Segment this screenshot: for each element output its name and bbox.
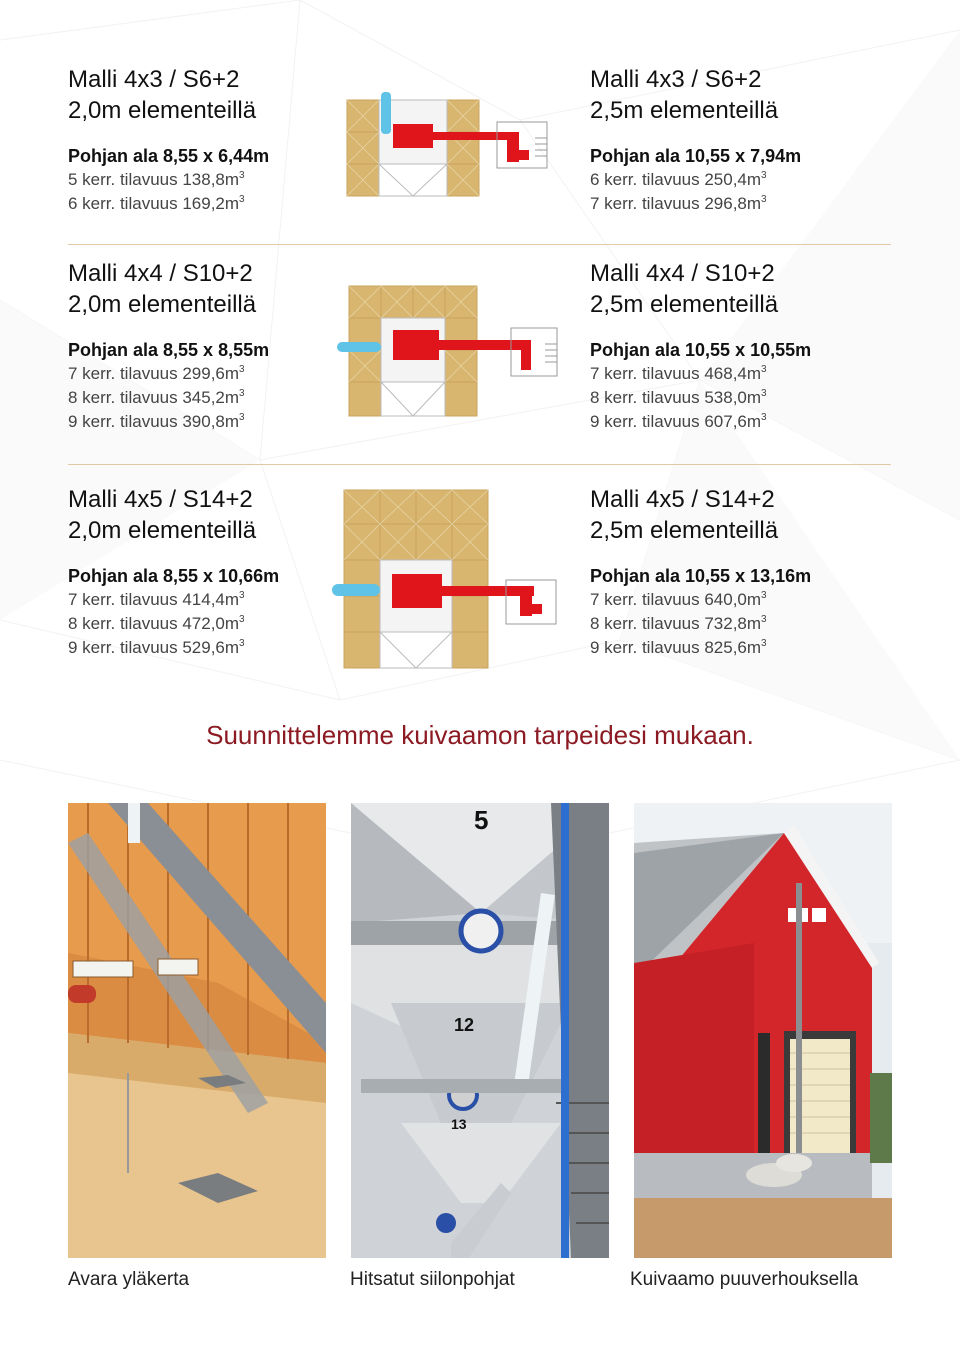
model-volume: 7 kerr. tilavuus $299,6m^3$ (68, 364, 245, 383)
model-title: Malli 4x3 / S6+2 (68, 66, 240, 93)
model-volume: 6 kerr. tilavuus $250,4m^3$ (590, 170, 767, 189)
model-4x3-2-5m (590, 64, 890, 216)
floor-plan-4x5 (330, 488, 560, 672)
model-4x5-2-5m (590, 484, 890, 660)
model-volume: 8 kerr. tilavuus $472,0m^3$ (68, 614, 245, 633)
model-volume: 7 kerr. tilavuus $640,0m^3$ (590, 590, 767, 609)
model-4x4-2-5m (590, 258, 890, 434)
model-volume: 9 kerr. tilavuus $607,6m^3$ (590, 412, 767, 431)
model-subtitle: 2,5m elementeillä (590, 517, 779, 544)
attic-photo (68, 803, 326, 1258)
model-volume: 9 kerr. tilavuus $390,8m^3$ (68, 412, 245, 431)
model-volume: 7 kerr. tilavuus $414,4m^3$ (68, 590, 245, 609)
floor-plan-4x3 (335, 88, 560, 208)
model-title: Malli 4x3 / S6+2 (590, 66, 762, 93)
model-subtitle: 2,0m elementeillä (68, 97, 257, 124)
model-volume: 5 kerr. tilavuus $138,8m^3$ (68, 170, 245, 189)
model-volume: 7 kerr. tilavuus $468,4m^3$ (590, 364, 767, 383)
silo-number-12: 12 (454, 1015, 475, 1035)
model-title: Malli 4x5 / S14+2 (590, 486, 775, 513)
model-base-area: Pohjan ala 10,55 x 7,94m (590, 146, 802, 166)
silo-number-13: 13 (451, 1116, 467, 1132)
model-volume: 6 kerr. tilavuus $169,2m^3$ (68, 194, 245, 213)
silo-illustration (351, 803, 609, 1258)
silo-photo (351, 803, 609, 1258)
model-base-area: Pohjan ala 8,55 x 8,55m (68, 340, 270, 360)
caption-silos: Hitsatut siilonpohjat (350, 1269, 515, 1290)
caption-barn: Kuivaamo puuverhouksella (630, 1269, 859, 1290)
model-volume: 9 kerr. tilavuus $529,6m^3$ (68, 638, 245, 657)
floor-plan-4x4 (335, 284, 560, 424)
model-4x3-2m (68, 64, 368, 216)
model-volume: 7 kerr. tilavuus $296,8m^3$ (590, 194, 767, 213)
model-subtitle: 2,0m elementeillä (68, 291, 257, 318)
model-title: Malli 4x5 / S14+2 (68, 486, 253, 513)
model-base-area: Pohjan ala 8,55 x 10,66m (68, 566, 280, 586)
slogan: Suunnittelemme kuivaamon tarpeidesi mukaan. (206, 720, 754, 750)
model-4x4-2m (68, 258, 368, 434)
model-4x5-2m (68, 484, 368, 660)
model-volume: 8 kerr. tilavuus $538,0m^3$ (590, 388, 767, 407)
barn-illustration (634, 803, 892, 1258)
model-subtitle: 2,5m elementeillä (590, 291, 779, 318)
model-base-area: Pohjan ala 10,55 x 13,16m (590, 566, 812, 586)
model-volume: 8 kerr. tilavuus $345,2m^3$ (68, 388, 245, 407)
section-divider (68, 464, 891, 465)
model-subtitle: 2,5m elementeillä (590, 97, 779, 124)
section-divider (68, 244, 891, 245)
attic-illustration (68, 803, 326, 1258)
silo-number-5: 5 (474, 805, 489, 835)
model-volume: 8 kerr. tilavuus $732,8m^3$ (590, 614, 767, 633)
model-subtitle: 2,0m elementeillä (68, 517, 257, 544)
model-volume: 9 kerr. tilavuus $825,6m^3$ (590, 638, 767, 657)
model-title: Malli 4x4 / S10+2 (590, 260, 775, 287)
model-title: Malli 4x4 / S10+2 (68, 260, 253, 287)
barn-photo (634, 803, 892, 1258)
model-base-area: Pohjan ala 10,55 x 10,55m (590, 340, 812, 360)
caption-attic: Avara yläkerta (68, 1269, 190, 1290)
model-base-area: Pohjan ala 8,55 x 6,44m (68, 146, 270, 166)
